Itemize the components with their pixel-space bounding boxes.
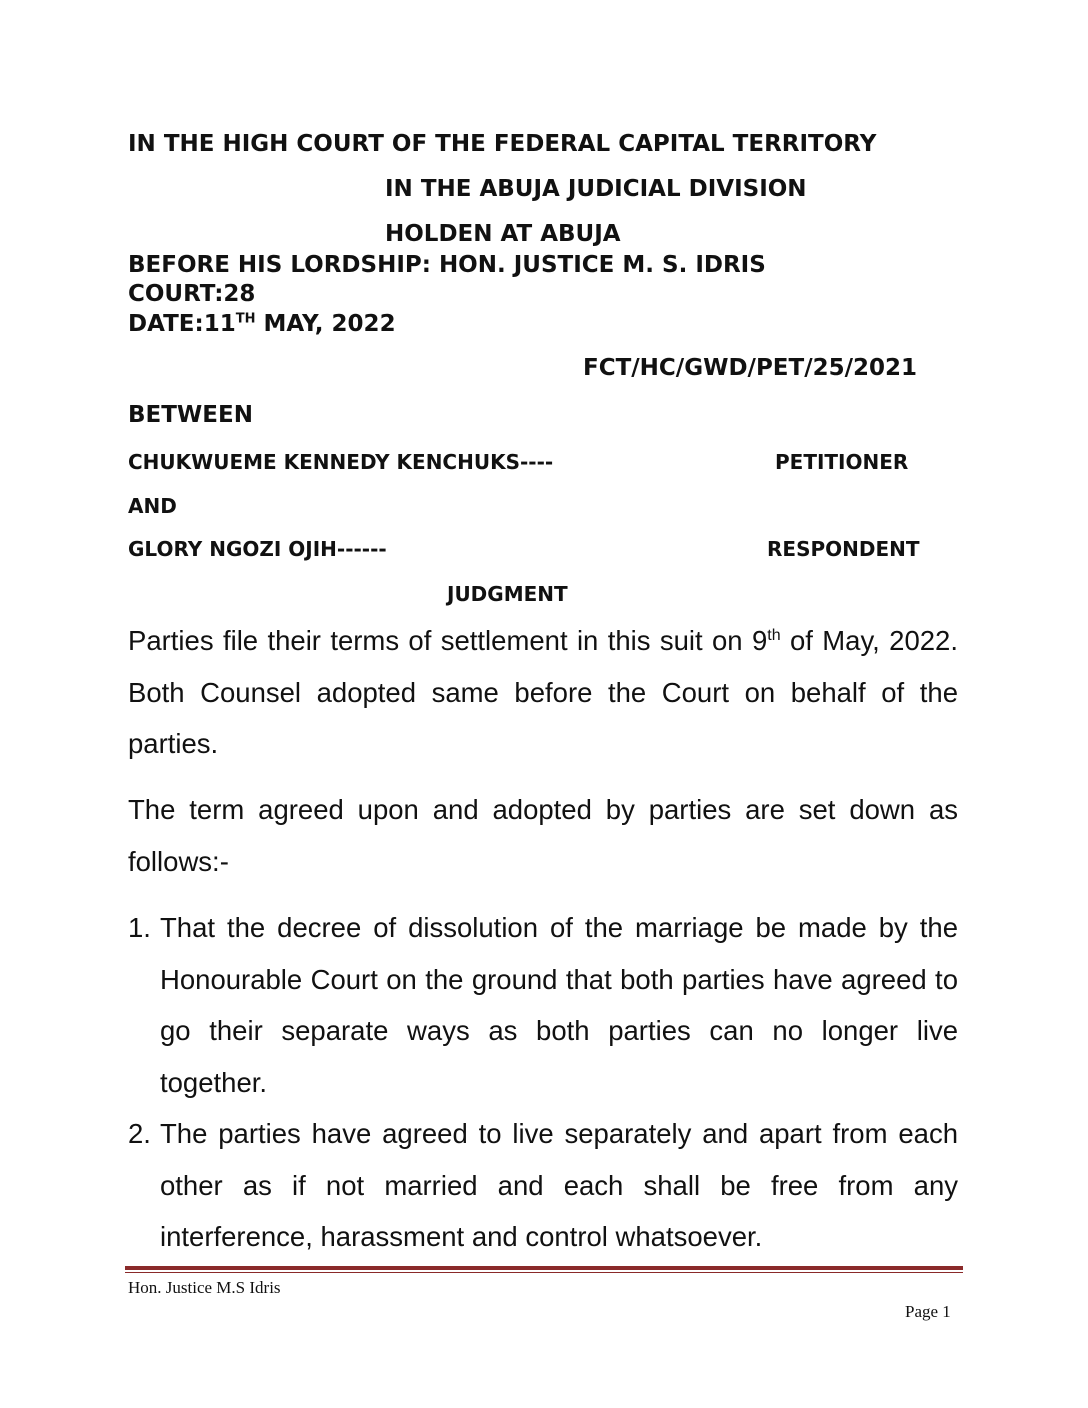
petitioner-name: CHUKWUEME KENNEDY KENCHUKS----	[128, 450, 554, 474]
footer-rule-thin	[125, 1272, 963, 1273]
footer-rule-thick	[125, 1266, 963, 1270]
list-item-text: That the decree of dissolution of the marriage be made by the Honourable Court on the ground that both parties have agreed to go their separate ways as both parties can no longer live together.	[160, 912, 958, 1098]
list-item	[128, 902, 958, 1108]
judgment-date	[128, 310, 396, 338]
list-item-text: The parties have agreed to live separately and apart from each other as if not married and each shall be free from any interference, harassment and control whatsoever.	[160, 1118, 958, 1252]
holden-at: HOLDEN AT ABUJA	[385, 221, 621, 247]
paragraph-settlement-part2: of May, 2022. Both Counsel adopted same before the Court on behalf of the parties.	[128, 625, 958, 759]
judgment-title: JUDGMENT	[447, 582, 568, 606]
list-item	[128, 1108, 958, 1263]
court-number: COURT:28	[128, 281, 256, 307]
date-prefix: DATE:11	[128, 311, 236, 337]
before-lordship: BEFORE HIS LORDSHIP: HON. JUSTICE M. S. IDRIS	[128, 252, 766, 278]
division-title: IN THE ABUJA JUDICIAL DIVISION	[385, 176, 807, 202]
paragraph-terms-intro: The term agreed upon and adopted by parties are set down as follows:-	[128, 794, 958, 877]
list-item-number: 2.	[128, 1118, 151, 1149]
between-label: BETWEEN	[128, 402, 253, 428]
respondent-name: GLORY NGOZI OJIH------	[128, 537, 387, 561]
footer-author: Hon. Justice M.S Idris	[128, 1278, 281, 1297]
page-number: Page 1	[905, 1302, 951, 1321]
date-suffix: MAY, 2022	[255, 311, 396, 337]
respondent-role: RESPONDENT	[767, 537, 920, 561]
paragraph-settlement	[128, 615, 958, 770]
paragraph-settlement-part1: Parties file their terms of settlement in this suit on 9	[128, 625, 768, 656]
and-label: AND	[128, 494, 177, 518]
list-item-number: 1.	[128, 912, 151, 943]
suit-number: FCT/HC/GWD/PET/25/2021	[583, 355, 918, 381]
petitioner-role: PETITIONER	[775, 450, 909, 474]
date-superscript: TH	[235, 311, 256, 327]
paragraph-settlement-sup: th	[767, 626, 781, 644]
court-title: IN THE HIGH COURT OF THE FEDERAL CAPITAL TERRITORY	[128, 131, 877, 157]
